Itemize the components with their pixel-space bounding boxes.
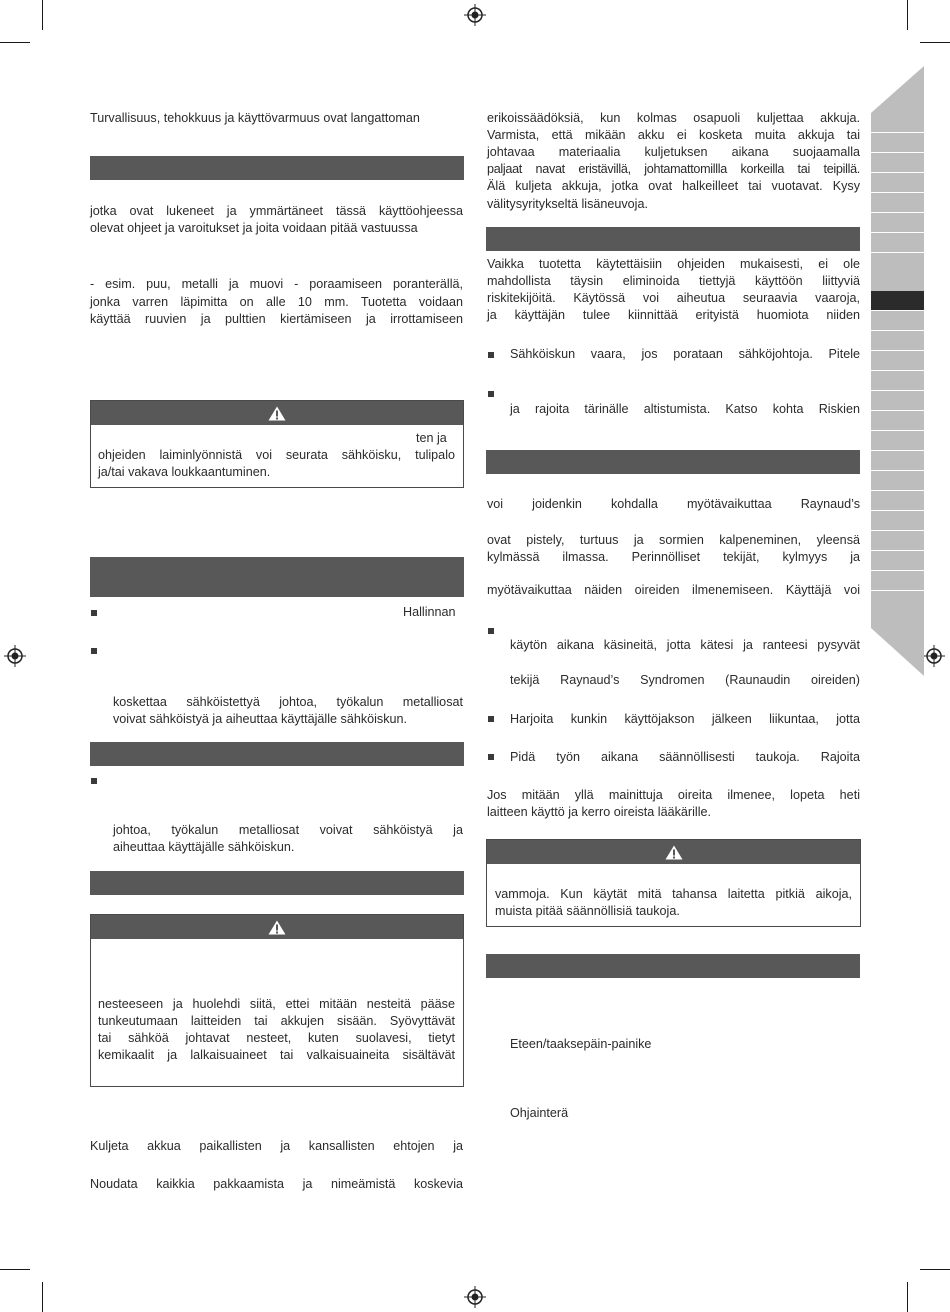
registration-mark-icon [464,4,486,26]
paragraph-line: paljaat navat eristävillä, johtamattomillla korkeilla tai teipillä. [487,162,860,176]
language-tab[interactable] [871,272,924,292]
crop-mark [0,42,30,43]
section-header-bar [90,871,464,895]
language-tab[interactable] [871,173,924,193]
bullet-line: ja rajoita tärinälle altistumista. Katso kohta Riskien [510,402,860,416]
bullet-line: Sähköiskun vaara, jos porataan sähköjohtoja. Pitele [510,347,860,361]
warning-header [487,840,860,864]
bullet-line: käytön aikana käsineitä, jotta kätesi ja ranteesi pysyvät [510,638,860,652]
section-header-bar [90,742,464,766]
warning-line: ohjeiden laiminlyönnistä voi seurata sähköisku, tulipalo [98,448,455,462]
bullet-icon [488,352,494,358]
language-tab[interactable] [871,531,924,551]
paragraph-line: jonka varren läpimitta on alle 10 mm. Tuotetta voidaan [90,295,463,309]
warning-triangle-icon [665,845,683,860]
language-tab[interactable] [871,571,924,591]
bullet-line: tekijä Raynaud’s Syndromen (Raunaudin oireiden) [510,673,860,687]
paragraph-line: kylmässä ilmassa. Perinnölliset tekijät, kylmyys ja [487,550,860,564]
warning-line: kemikaalit ja lalkaisuaineet tai valkaisuaineita sisältävät [98,1048,455,1062]
language-tab[interactable] [871,371,924,391]
part-label: Eteen/taaksepäin-painike [510,1037,652,1051]
crop-mark [920,42,950,43]
intro-text: Turvallisuus, tehokkuus ja käyttövarmuus ovat langattoman [90,111,420,125]
bullet-icon [91,610,97,616]
registration-mark-icon [464,1286,486,1308]
warning-line: nesteeseen ja huolehdi siitä, ettei mitään nesteitä pääse [98,997,455,1011]
language-tab[interactable] [871,471,924,491]
bullet-line: Pidä työn aikana säännöllisesti taukoja. Rajoita [510,750,860,764]
language-tab[interactable] [871,609,924,629]
language-tab[interactable] [871,351,924,371]
paragraph-line: - esim. puu, metalli ja muovi - poraamiseen poranterällä, [90,277,463,291]
paragraph-line: erikoissäädöksiä, kun kolmas osapuoli kuljettaa akkuja. [487,111,860,125]
section-header-bar [90,557,464,597]
warning-line: vammoja. Kun käytät mitä tahansa laitetta pitkiä aikoja, [495,887,852,901]
language-tab[interactable] [871,331,924,351]
crop-mark [920,1269,950,1270]
language-tab[interactable] [871,431,924,451]
paragraph-line: ja käyttäjän tulee kiinnittää erityistä huomiota niiden [487,308,860,322]
paragraph-line: käyttää ruuvien ja pulttien kiertämiseen ja irrottamiseen [90,312,463,326]
language-tab[interactable] [871,591,924,611]
bullet-line: aiheuttaa käyttäjälle sähköiskun. [113,840,295,854]
section-header-bar [486,450,860,474]
paragraph-line: laitteen käyttö ja kerro oireista lääkärille. [487,805,711,819]
warning-fragment: ten ja [416,431,447,445]
paragraph-line: Varmista, että mikään akku ei kosketa muita akkuja tai [487,128,860,142]
bullet-icon [488,754,494,760]
bullet-icon [488,391,494,397]
language-tab[interactable] [871,491,924,511]
bullet-tail-text: Hallinnan [403,605,456,619]
bullet-icon [91,778,97,784]
bullet-line: koskettaa sähköistettyä johtoa, työkalun metalliosat [113,695,463,709]
paragraph-line: riskitekijöitä. Käytössä voi aiheutua seuraavia vaaroja, [487,291,860,305]
paragraph-line: mahdollista täysin eliminoida tiettyjä käyttöön liittyviä [487,274,860,288]
paragraph-line: voi joidenkin kohdalla myötävaikuttaa Raynaud’s [487,497,860,511]
language-tab[interactable] [871,193,924,213]
paragraph-line: Älä kuljeta akkuja, jotka ovat halkeilleet tai vuotavat. Kysy [487,179,860,193]
paragraph-line: Noudata kaikkia pakkaamista ja nimeämistä koskevia [90,1177,463,1191]
crop-mark [42,1282,43,1312]
registration-mark-icon [4,645,26,667]
paragraph-line: välitysyritykseltä lisäneuvoja. [487,197,648,211]
section-header-bar [486,954,860,978]
warning-line: tai sähköä johtavat nesteet, kuten suolavesi, tietyt [98,1031,455,1045]
language-tab[interactable] [871,551,924,571]
warning-triangle-icon [268,920,286,935]
language-tab[interactable] [871,113,924,133]
language-tab[interactable] [871,253,924,273]
section-header-bar [90,156,464,180]
paragraph-line: olevat ohjeet ja varoitukset ja joita voidaan pitää vastuussa [90,221,418,235]
language-tab[interactable] [871,133,924,153]
warning-header [91,401,463,425]
language-tab[interactable] [871,311,924,331]
paragraph-line: Jos mitään yllä mainittuja oireita ilmenee, lopeta heti [487,788,860,802]
warning-line: muista pitää säännöllisiä taukoja. [495,904,680,918]
language-tab[interactable] [871,411,924,431]
language-tab[interactable] [871,153,924,173]
crop-mark [907,0,908,30]
language-tab[interactable] [871,511,924,531]
paragraph-line: Kuljeta akkua paikallisten ja kansallisten ehtojen ja [90,1139,463,1153]
crop-mark [907,1282,908,1312]
language-tab[interactable] [871,451,924,471]
bullet-line: voivat sähköistyä ja aiheuttaa käyttäjälle sähköiskun. [113,712,408,726]
paragraph-line: jotka ovat lukeneet ja ymmärtäneet tässä käyttöohjeessa [90,204,463,218]
warning-line: ja/tai vakava loukkaantuminen. [98,465,271,479]
language-tab[interactable] [871,233,924,253]
language-tab[interactable] [871,391,924,411]
warning-triangle-icon [268,406,286,421]
bullet-icon [488,628,494,634]
warning-line: tunkeutumaan laitteiden tai akkujen sisään. Syövyttävät [98,1014,455,1028]
paragraph-line: ovat pistely, turtuus ja sormien kalpeneminen, yleensä [487,533,860,547]
crop-mark [42,0,43,30]
language-tab[interactable] [871,213,924,233]
tab-top-triangle [871,66,924,113]
paragraph-line: Vaikka tuotetta käytettäisiin ohjeiden mukaisesti, ei ole [487,257,860,271]
bullet-icon [488,716,494,722]
part-label: Ohjainterä [510,1106,569,1120]
paragraph-line: johtavaa materiaalia kuljetuksen aikana suojaamalla [487,145,860,159]
bullet-icon [91,648,97,654]
bullet-line: Harjoita kunkin käyttöjakson jälkeen liikuntaa, jotta [510,712,860,726]
registration-mark-icon [923,645,945,667]
warning-header [91,915,463,939]
tab-bottom-triangle [871,628,924,676]
crop-mark [0,1269,30,1270]
section-header-bar [486,227,860,251]
bullet-line: johtoa, työkalun metalliosat voivat sähköistyä ja [113,823,463,837]
paragraph-line: myötävaikuttaa näiden oireiden ilmenemiseen. Käyttäjä voi [487,583,860,597]
language-tab-active[interactable] [871,291,924,311]
